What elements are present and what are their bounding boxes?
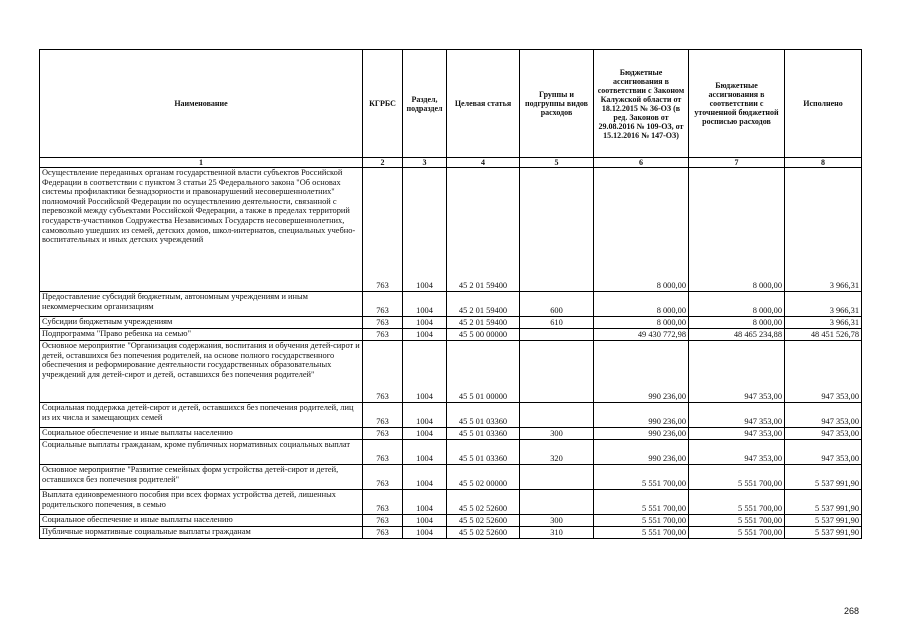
row-group-cell: [520, 465, 594, 490]
row-executed-cell: 3 966,31: [785, 317, 862, 329]
row-kgrbs-cell: 763: [363, 341, 403, 403]
row-section-cell: 1004: [403, 329, 447, 341]
header-name: Наименование: [40, 50, 363, 158]
row-group-cell: [520, 490, 594, 515]
row-section-cell: 1004: [403, 490, 447, 515]
column-number: 8: [785, 158, 862, 168]
row-law-cell: 8 000,00: [594, 292, 689, 317]
header-section: Раздел, подраздел: [403, 50, 447, 158]
row-law-cell: 990 236,00: [594, 341, 689, 403]
row-name-cell: Предоставление субсидий бюджетным, автономным учреждениям и иным некоммерческим организациям: [40, 292, 363, 317]
row-group-cell: 300: [520, 428, 594, 440]
header-list-allocations: Бюджетные ассигнования в соответствии с уточненной бюджетной росписью расходов: [689, 50, 785, 158]
header-law-allocations: Бюджетные ассигнования в соответствии с Законом Калужской области от 18.12.2015 № 36-ОЗ (в ред. Законов от 29.08.2016 № 109-ОЗ, от 15.12.2016 № 147-ОЗ): [594, 50, 689, 158]
row-list-cell: 947 353,00: [689, 403, 785, 428]
row-list-cell: 8 000,00: [689, 292, 785, 317]
table-row: [40, 428, 862, 440]
column-number: 2: [363, 158, 403, 168]
row-law-cell: 49 430 772,98: [594, 329, 689, 341]
row-section-cell: 1004: [403, 527, 447, 539]
table-row: [40, 329, 862, 341]
row-executed-cell: 5 537 991,90: [785, 515, 862, 527]
row-section-cell: 1004: [403, 428, 447, 440]
row-name-cell: Социальные выплаты гражданам, кроме публичных нормативных социальных выплат: [40, 440, 363, 465]
row-section-cell: 1004: [403, 440, 447, 465]
column-number: 3: [403, 158, 447, 168]
row-name-cell: Социальное обеспечение и иные выплаты населению: [40, 515, 363, 527]
row-kgrbs-cell: 763: [363, 490, 403, 515]
row-target-cell: 45 5 02 52600: [447, 490, 520, 515]
row-list-cell: 5 551 700,00: [689, 490, 785, 515]
row-name-cell: Социальное обеспечение и иные выплаты населению: [40, 428, 363, 440]
row-list-cell: 8 000,00: [689, 317, 785, 329]
column-number: 6: [594, 158, 689, 168]
row-executed-cell: 3 966,31: [785, 168, 862, 292]
row-law-cell: 8 000,00: [594, 317, 689, 329]
header-groups: Группы и подгруппы видов расходов: [520, 50, 594, 158]
row-law-cell: 990 236,00: [594, 403, 689, 428]
row-law-cell: 990 236,00: [594, 440, 689, 465]
row-section-cell: 1004: [403, 403, 447, 428]
row-executed-cell: 5 537 991,90: [785, 490, 862, 515]
row-group-cell: [520, 329, 594, 341]
row-target-cell: 45 5 00 00000: [447, 329, 520, 341]
header-executed: Исполнено: [785, 50, 862, 158]
row-kgrbs-cell: 763: [363, 317, 403, 329]
table-row: [40, 515, 862, 527]
row-law-cell: 5 551 700,00: [594, 490, 689, 515]
row-law-cell: 5 551 700,00: [594, 515, 689, 527]
budget-table: [39, 49, 862, 539]
table-row: [40, 490, 862, 515]
row-kgrbs-cell: 763: [363, 292, 403, 317]
row-law-cell: 8 000,00: [594, 168, 689, 292]
header-target: Целевая статья: [447, 50, 520, 158]
row-name-cell: Выплата единовременного пособия при всех формах устройства детей, лишенных родительского попечения, в семью: [40, 490, 363, 515]
table-body: [40, 168, 862, 539]
row-list-cell: 947 353,00: [689, 440, 785, 465]
row-executed-cell: 947 353,00: [785, 428, 862, 440]
row-group-cell: 300: [520, 515, 594, 527]
table-row: [40, 317, 862, 329]
row-kgrbs-cell: 763: [363, 440, 403, 465]
row-target-cell: 45 5 01 03360: [447, 428, 520, 440]
row-group-cell: [520, 168, 594, 292]
row-list-cell: 8 000,00: [689, 168, 785, 292]
row-target-cell: 45 5 01 03360: [447, 403, 520, 428]
table-row: [40, 168, 862, 292]
row-group-cell: 320: [520, 440, 594, 465]
row-name-cell: Публичные нормативные социальные выплаты гражданам: [40, 527, 363, 539]
row-target-cell: 45 5 01 03360: [447, 440, 520, 465]
column-number: 7: [689, 158, 785, 168]
row-kgrbs-cell: 763: [363, 428, 403, 440]
row-section-cell: 1004: [403, 515, 447, 527]
row-section-cell: 1004: [403, 341, 447, 403]
table-row: [40, 341, 862, 403]
row-target-cell: 45 2 01 59400: [447, 292, 520, 317]
row-executed-cell: 48 451 526,78: [785, 329, 862, 341]
row-list-cell: 5 551 700,00: [689, 465, 785, 490]
header-row: [40, 50, 862, 158]
page-number: 268: [844, 606, 860, 616]
row-target-cell: 45 2 01 59400: [447, 317, 520, 329]
row-target-cell: 45 5 01 00000: [447, 341, 520, 403]
row-kgrbs-cell: 763: [363, 329, 403, 341]
column-number: 1: [40, 158, 363, 168]
row-name-cell: Социальная поддержка детей-сирот и детей, оставшихся без попечения родителей, лиц из их числа и замещающих семей: [40, 403, 363, 428]
row-section-cell: 1004: [403, 317, 447, 329]
row-kgrbs-cell: 763: [363, 168, 403, 292]
row-group-cell: [520, 403, 594, 428]
row-group-cell: 600: [520, 292, 594, 317]
row-section-cell: 1004: [403, 292, 447, 317]
table-row: [40, 403, 862, 428]
column-number-row: [40, 158, 862, 168]
table-row: [40, 440, 862, 465]
row-kgrbs-cell: 763: [363, 527, 403, 539]
row-executed-cell: 947 353,00: [785, 403, 862, 428]
row-executed-cell: 947 353,00: [785, 440, 862, 465]
row-kgrbs-cell: 763: [363, 515, 403, 527]
row-group-cell: 310: [520, 527, 594, 539]
row-target-cell: 45 5 02 00000: [447, 465, 520, 490]
row-kgrbs-cell: 763: [363, 465, 403, 490]
row-list-cell: 947 353,00: [689, 341, 785, 403]
row-list-cell: 48 465 234,88: [689, 329, 785, 341]
row-list-cell: 5 551 700,00: [689, 515, 785, 527]
table-row: [40, 527, 862, 539]
row-list-cell: 947 353,00: [689, 428, 785, 440]
table-row: [40, 292, 862, 317]
row-executed-cell: 947 353,00: [785, 341, 862, 403]
row-section-cell: 1004: [403, 465, 447, 490]
row-name-cell: Основное мероприятие "Организация содержания, воспитания и обучения детей-сирот и детей, оставшихся без попечения родителей, на основе полного государственного обеспечения и реформирование деятельности государственных образовательных учреждений для детей-сирот и детей, оставшихся без попечения родителей": [40, 341, 363, 403]
row-section-cell: 1004: [403, 168, 447, 292]
row-target-cell: 45 5 02 52600: [447, 515, 520, 527]
column-number: 4: [447, 158, 520, 168]
row-executed-cell: 5 537 991,90: [785, 465, 862, 490]
row-list-cell: 5 551 700,00: [689, 527, 785, 539]
row-law-cell: 5 551 700,00: [594, 527, 689, 539]
column-number: 5: [520, 158, 594, 168]
row-law-cell: 5 551 700,00: [594, 465, 689, 490]
header-kgrbs: КГРБС: [363, 50, 403, 158]
row-group-cell: [520, 341, 594, 403]
row-executed-cell: 3 966,31: [785, 292, 862, 317]
row-name-cell: Субсидии бюджетным учреждениям: [40, 317, 363, 329]
row-name-cell: Подпрограмма "Право ребенка на семью": [40, 329, 363, 341]
row-law-cell: 990 236,00: [594, 428, 689, 440]
table-row: [40, 465, 862, 490]
row-group-cell: 610: [520, 317, 594, 329]
row-target-cell: 45 5 02 52600: [447, 527, 520, 539]
row-name-cell: Осуществление переданных органам государственной власти субъектов Российской Федерации в соответствии с пунктом 3 статьи 25 Федерального закона "Об основах системы профилактики безнадзорности и правонарушений несовершеннолетних" полномочий Российской Федерации по осуществлению деятельности, связанной с перевозкой между субъектами Российской Федерации, а также в пределах территорий государств-участников Содружества Независимых Государств несовершеннолетних, самовольно ушедших из семей, детских домов, школ-интернатов, специальных учебно-воспитательных и иных детских учреждений: [40, 168, 363, 292]
row-target-cell: 45 2 01 59400: [447, 168, 520, 292]
row-name-cell: Основное мероприятие "Развитие семейных форм устройства детей-сирот и детей, оставшихся без попечения родителей": [40, 465, 363, 490]
row-kgrbs-cell: 763: [363, 403, 403, 428]
row-executed-cell: 5 537 991,90: [785, 527, 862, 539]
